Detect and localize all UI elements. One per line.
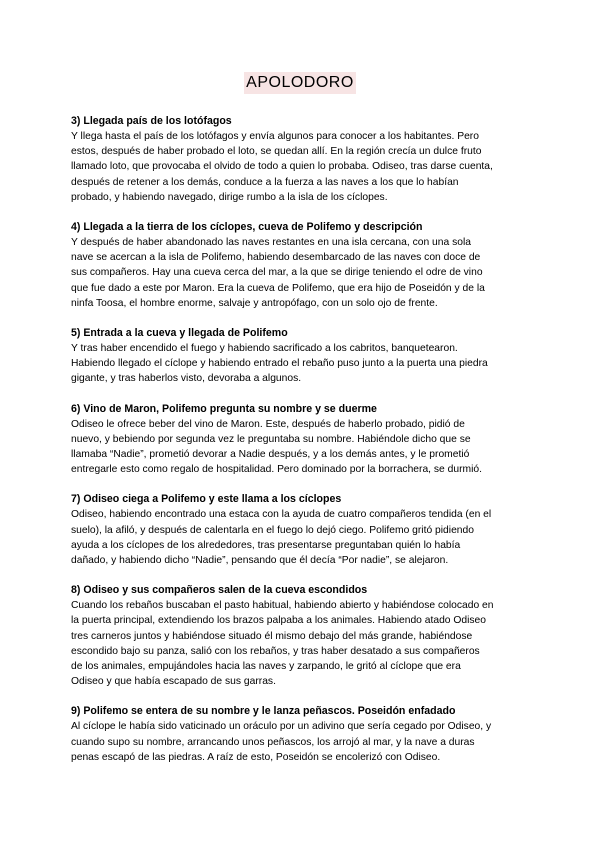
section-paragraph <box>71 719 535 765</box>
paragraph-line: ninfa Toosa, el hombre enorme, salvaje y antropófago, con un solo ojo de frente. <box>71 297 438 309</box>
document-title: APOLODORO <box>244 72 356 94</box>
paragraph-line: Odiseo le ofrece beber del vino de Maron. Este, después de haberlo probado, pidió de <box>71 418 465 430</box>
paragraph-line: Y tras haber encendido el fuego y habiendo sacrificado a los cabritos, banquetearon. <box>71 343 458 355</box>
paragraph-line: estos, después de haber probado el loto, se quedan allí. En la región crecía un dulce fruto <box>71 146 482 158</box>
paragraph-line: de los animales, empujándoles hacia las naves y zarpando, le gritó al cíclope que era <box>71 661 461 673</box>
paragraph-line: Y después de haber abandonado las naves restantes en una isla cercana, con una sola <box>71 237 471 249</box>
paragraph-line: suelo), la afiló, y después de calentarla en el fuego lo dejó ciego. Polifemo gritó pidiendo <box>71 524 474 536</box>
paragraph-line: la puerta principal, extendiendo los brazos palpaba a los animales. Habiendo atado Odiseo <box>71 615 487 627</box>
section-paragraph <box>71 598 535 689</box>
paragraph-line: Odiseo y que había escapado de sus garras. <box>71 676 276 688</box>
paragraph-line: Cuando los rebaños buscaban el pasto habitual, habiendo abierto y habiéndose colocado en <box>71 600 494 612</box>
paragraph-line: ayuda a los cíclopes de los alrededores, tras presentarse preguntaban quién lo había <box>71 539 461 551</box>
section-heading: 9) Polifemo se entera de su nombre y le lanza peñascos. Poseidón enfadado <box>71 705 456 718</box>
paragraph-line: probado, y habiendo navegado, dirige rumbo a la isla de los cíclopes. <box>71 191 388 203</box>
section <box>71 326 535 387</box>
section-paragraph <box>71 417 535 478</box>
paragraph-line: Habiendo llegado el cíclope y habiendo entrado el rebaño puso junto a la puerta una piedra <box>71 358 488 370</box>
paragraph-line: después de retener a los demás, conduce a la fuerza a las naves a los que lo habían <box>71 176 459 188</box>
section-paragraph <box>71 235 535 311</box>
paragraph-line: llamado loto, que provocaba el olvido de todo a quien lo probaba. Odiseo, tras darse cuenta, <box>71 161 493 173</box>
section <box>71 704 535 765</box>
section-heading: 4) Llegada a la tierra de los cíclopes, cueva de Polifemo y descripción <box>71 221 423 234</box>
section-heading: 3) Llegada país de los lotófagos <box>71 115 232 127</box>
paragraph-line: sus compañeros. Hay una cueva cerca del mar, a la que se dirige teniendo el odre de vino <box>71 267 483 279</box>
paragraph-line: entregarle esto como regalo de hospitalidad. Pero dominado por la borrachera, se durmió. <box>71 464 482 476</box>
paragraph-line: penas escapó de las piedras. A raíz de esto, Poseidón se encolerizó con Odiseo. <box>71 751 441 763</box>
section-paragraph <box>71 507 535 568</box>
section <box>71 220 535 311</box>
section <box>71 492 535 568</box>
paragraph-line: llamaba “Nadie”, prometió devorar a Nadie después, y a los demás antes, y le prometió <box>71 449 470 461</box>
section-paragraph <box>71 341 535 387</box>
paragraph-line: que fue dado a este por Maron. Era la cueva de Polifemo, que era hijo de Poseidón y de la <box>71 282 485 294</box>
paragraph-line: Al cíclope le había sido vaticinado un oráculo por un adivino que sería cegado por Odiseo, y <box>71 721 492 733</box>
section <box>71 583 535 689</box>
section-heading: 7) Odiseo ciega a Polifemo y este llama a los cíclopes <box>71 493 342 506</box>
section-heading: 8) Odiseo y sus compañeros salen de la cueva escondidos <box>71 584 368 597</box>
paragraph-line: nuevo, y bebiendo por segunda vez le preguntaba su nombre. Habiéndole dicho que se <box>71 433 471 445</box>
section <box>71 114 535 205</box>
section <box>71 402 535 478</box>
title-container <box>0 72 600 94</box>
paragraph-line: dañado, y habiendo dicho “Nadie”, pensando que él decía “Por nadie”, se alejaron. <box>71 555 449 567</box>
paragraph-line: Y llega hasta el país de los lotófagos y envía algunos para conocer a los habitantes. Pero <box>71 131 479 142</box>
paragraph-line: gigante, y tras haberlos visto, devoraba a algunos. <box>71 373 302 385</box>
paragraph-line: nave se acercan a la isla de Polifemo, habiendo desembarcado de las naves con doce de <box>71 252 481 264</box>
document-body <box>71 114 535 780</box>
section-paragraph <box>71 129 535 205</box>
paragraph-line: cuando supo su nombre, arrancando unos peñascos, los arrojó al mar, y la nave a duras <box>71 736 475 748</box>
paragraph-line: tres carneros juntos y habiéndose situado él mismo debajo del más grande, habiéndose <box>71 630 473 642</box>
section-heading: 5) Entrada a la cueva y llegada de Polifemo <box>71 327 288 340</box>
section-heading: 6) Vino de Maron, Polifemo pregunta su nombre y se duerme <box>71 402 377 415</box>
paragraph-line: Odiseo, habiendo encontrado una estaca con la ayuda de cuatro compañeros tendida (en el <box>71 509 492 521</box>
paragraph-line: escondido bajo su panza, salió con los rebaños, y tras haber desatado a sus compañeros <box>71 645 480 657</box>
